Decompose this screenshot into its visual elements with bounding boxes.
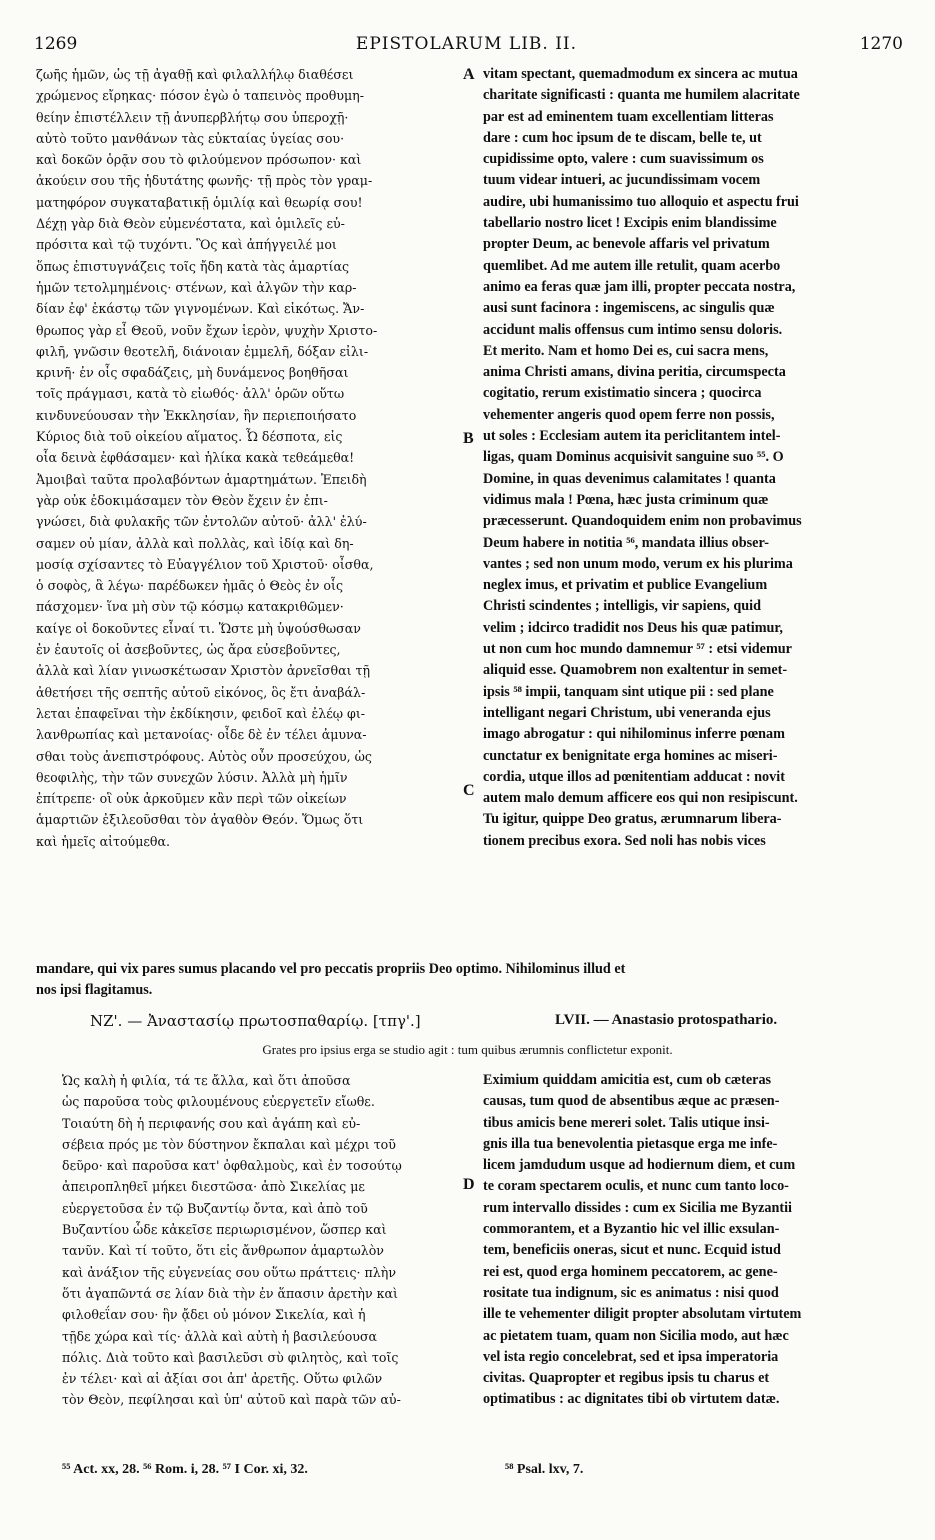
text-line: Domine, in quas devenimus calamitates ! quanta (483, 470, 776, 487)
text-line: ἐν ἑαυτοῖς οἱ ἀσεβοῦντες, ὡς ἄρα εὐσεβοῦντες, (36, 642, 341, 658)
text-line: rum intervallo dissides : cum ex Sicilia me Byzantii (483, 1199, 792, 1216)
text-line: τοῖς πράγμασι, κατὰ τὸ εἰωθός· ἀλλ' ὁρῶν οὕτω (36, 386, 345, 402)
text-line: par est ad eminentem tuam excellentiam litteras (483, 108, 774, 125)
page-header (28, 34, 905, 56)
text-line: animo ea feras quæ jam illi, propter peccata nostra, (483, 278, 796, 295)
footnotes-left: ⁵⁵ Act. xx, 28. ⁵⁶ Rom. i, 28. ⁵⁷ I Cor. xi, 32. (62, 1462, 308, 1477)
text-line: tabellario nostro licet ! Excipis enim blandissime (483, 215, 777, 232)
text-line: Ἀμοιβαὶ ταῦτα προλαβόντων ἁμαρτημάτων. Ἐπειδὴ (36, 471, 367, 487)
text-line: σαμεν οὐ μίαν, ἀλλὰ καὶ πολλὰς, καὶ ἰδίᾳ καὶ δη- (36, 535, 354, 551)
letter57-greek-title: ΝΖ'. — Ἀναστασίῳ πρωτοσπαθαρίῳ. [τπγ'.] (90, 1012, 421, 1030)
text-line: γνώσει, διὰ φυλακῆς τῶν ἐντολῶν αὐτοῦ· ἀλλ' ἐλύ- (36, 514, 367, 530)
text-line: vehementer angeris quod opem ferre non possis, (483, 406, 775, 423)
text-line: πόλις. Διὰ τοῦτο καὶ βασιλεῦσι σὺ φιλητὸς, καὶ τοῖς (62, 1349, 399, 1365)
text-line: ἀθετήσει τῆς σεπτῆς αὐτοῦ εἰκόνος, ὃς ἔτι ἀναβάλ- (36, 684, 366, 700)
text-line: Tu igitur, quippe Deo gratus, ærumnarum libera- (483, 811, 782, 828)
text-line: φιλῆ, γνῶσιν θεοτελῆ, διάνοιαν ἐμμελῆ, δόξαν εἰλι- (36, 343, 369, 359)
text-line: ἡμῶν τετολμημένοις· στένων, καὶ ἀλγῶν τὴν καρ- (36, 279, 357, 295)
text-line: Τοιαύτη δὴ ἡ περιφανής σου καὶ ἀγάπη καὶ εὐ- (62, 1115, 361, 1131)
text-line: vantes ; sed non unum modo, verum ex his plurima (483, 555, 793, 572)
text-line: Κύριος διὰ τοῦ οἰκείου αἵματος. Ὦ δέσποτα, εἰς (36, 429, 343, 445)
text-line: ille te vehementer diligit propter absolutam virtutem (483, 1306, 802, 1323)
letter57-latin-column (483, 1070, 908, 1411)
text-line: καίγε οἱ δοκοῦντες εἶναί τι. Ὥστε μὴ ὑψούσθωσαν (36, 620, 361, 636)
text-line: Christi scindentes ; intelligis, vir sapiens, quid (483, 598, 762, 615)
text-line: ἀλλὰ καὶ λίαν γινωσκέτωσαν Χριστὸν ἀρνεῖσθαι τῇ (36, 663, 371, 679)
text-line: ligas, quam Dominus acquisivit sanguine suo ⁵⁵. O (483, 449, 784, 466)
text-line: velim ; idcirco tradidit nos Deus his quæ patimur, (483, 619, 783, 636)
text-line: λανθρωπίας καὶ μετανοίας· οἶδε δὲ ἐν τέλει ἀμυνα- (36, 727, 367, 743)
text-line: quemlibet. Ad me autem ille retulit, quam acerbo (483, 257, 781, 274)
page-number-right: 1270 (859, 34, 903, 54)
text-line: τανῦν. Καὶ τί τοῦτο, ὅτι εἰς ἄνθρωπον ἁμαρτωλὸν (62, 1243, 384, 1259)
section-marker-b: B (463, 430, 474, 447)
text-line: καὶ ἀνάξιον τῆς εὐγενείας σου οὕτω πράττεις· πλὴν (62, 1264, 396, 1280)
text-line: tionem precibus exora. Sed noli has nobis vices (483, 832, 766, 849)
text-line: imago abrogatur : qui nihilominus inferre pœnam (483, 726, 785, 743)
text-line: charitate significasti : quanta me humilem alacritate (483, 87, 800, 104)
text-line: accidunt malis offensus cum intimo sensu doloris. (483, 321, 783, 338)
text-line: tuum videar intueri, ac jucundissimam vocem (483, 172, 761, 189)
text-line: εὐεργετοῦσα ἐν τῷ Βυζαντίῳ ὄντα, καὶ ἀπὸ τοῦ (62, 1200, 368, 1216)
text-line: cunctatur ex benignitate erga homines ac miseri- (483, 747, 778, 764)
text-line: commorantem, et a Byzantio hic vel illic exsulan- (483, 1221, 780, 1238)
text-line: θεοφιλὴς, τὴν τῶν συνεχῶν λύσιν. Ἀλλὰ μὴ ἡμῖν (36, 769, 348, 785)
text-line: autem malo demum afficere eos qui non resipiscunt. (483, 790, 798, 807)
text-line: propter Deum, ac benevole affaris vel privatum (483, 236, 770, 253)
text-line: δεῦρο· καὶ παροῦσα κατ' ὀφθαλμοὺς, καὶ ἐν τοσούτῳ (62, 1158, 402, 1174)
text-line: neglex imus, et privatim et publice Evangelium (483, 577, 768, 594)
running-title: EPISTOLARUM LIB. II. (355, 34, 578, 54)
text-line: λεται ἐπαφεῖναι τὴν ἐκδίκησιν, φειδοῖ καὶ ἐλέῳ φι- (36, 705, 366, 721)
text-line: οἷα δεινὰ ἐφθάσαμεν· καὶ ἡλίκα κακὰ τεθεάμεθα! (36, 450, 355, 466)
text-line: ἐν τέλει· καὶ αἱ ἀξίαι σοι ἀπ' ἀρετῆς. Οὕτω φιλῶν (62, 1371, 383, 1387)
text-line: cogitatio, rerum existimatio sincera ; quocirca (483, 385, 762, 402)
text-line: Deum habere in notitia ⁵⁶, mandata illius obser- (483, 534, 769, 551)
text-line: anima Christi amans, divina peritia, circumspecta (483, 364, 786, 381)
text-line: ἀπειροπληθεῖ μήκει διεστῶσα· ἀπὸ Σικελίας με (62, 1179, 365, 1195)
text-line: optimatibus : ac dignitates tibi ob virtutem datæ. (483, 1391, 780, 1408)
text-line: intelligant negari Christum, ubi veneranda ejus (483, 704, 771, 721)
footnotes-right: ⁵⁸ Psal. lxv, 7. (505, 1462, 584, 1477)
text-line: ut non cum hoc mundo damnemur ⁵⁷ : etsi videmur (483, 641, 792, 658)
text-line: τῇδε χώρα καὶ τίς· ἀλλὰ καὶ αὐτὴ ἡ βασιλεύουσα (62, 1328, 378, 1344)
text-line: γὰρ οὐκ ἐδοκιμάσαμεν τὸν Θεὸν ἔχειν ἐν ἐπι- (36, 492, 328, 508)
text-line: ζωῆς ἡμῶν, ὡς τῇ ἀγαθῇ καὶ φιλαλλήλῳ διαθέσει (36, 67, 354, 82)
text-line: cupidissime opto, valere : cum suavissimum os (483, 151, 764, 168)
letter57-latin-title: LVII. — Anastasio protospathario. (555, 1012, 778, 1028)
text-line: ipsis ⁵⁸ impii, tanquam sint utique pii : sed plane (483, 683, 774, 700)
section-marker-d: D (463, 1176, 475, 1193)
letter56-greek-column (36, 64, 460, 852)
letter57-greek-column (62, 1070, 460, 1411)
text-line: ματηφόρον συγκαταβατικῇ ὁμιλίᾳ καὶ θεωρίᾳ σου! (36, 194, 363, 210)
text-line: κινδυνεύουσαν τὴν Ἐκκλησίαν, ἣν περιεποιήσατο (36, 407, 357, 423)
text-line: δίαν ἐφ' ἑκάστῳ τῶν γιγνομένων. Καὶ εἰκότως. Ἄν- (36, 301, 365, 317)
text-line: πάσχομεν· ἵνα μὴ σὺν τῷ κόσμῳ κατακριθῶμεν· (36, 599, 344, 615)
text-line: licem jamdudum usque ad hodiernum diem, et cum (483, 1157, 796, 1174)
text-line: dare : cum hoc ipsum de te discam, belle te, ut (483, 129, 762, 146)
text-line: καὶ δοκῶν ὁρᾷν σου τὸ φιλούμενον πρόσωπον· καὶ (36, 152, 362, 168)
text-line: σθαι τοὺς ἀνεπιστρόφους. Αὐτὸς οὖν προσεύχου, ὡς (36, 748, 372, 764)
text-line: mandare, qui vix pares sumus placando vel pro peccatis propriis Deo optimo. Nihilominus illud et (36, 961, 626, 977)
page-number-left: 1269 (34, 34, 78, 54)
text-line: ac pietatem tuam, quam non Sicilia modo, aut hæc (483, 1327, 789, 1344)
text-line: Δέχῃ γὰρ διὰ Θεὸν εὐμενέστατα, καὶ ὁμιλεῖς εὐ- (36, 216, 345, 232)
text-line: ὡς παροῦσα τοὺς φιλουμένους εὐεργετεῖν εἴωθε. (62, 1094, 375, 1110)
text-line: Eximium quiddam amicitia est, cum ob cæteras (483, 1072, 772, 1088)
letter56-closing (36, 959, 908, 1002)
text-line: audire, ubi humanissimo tuo alloquio et aspectu frui (483, 193, 799, 210)
text-line: præcesserunt. Quandoquidem enim non probavimus (483, 513, 802, 530)
text-line: κρινῆ· ἐν οἷς σφαδάζεις, μὴ δυνάμενος βοηθῆσαι (36, 365, 349, 381)
text-line: πρόσιτα καὶ τῷ τυχόντι. Ὃς καὶ ἀπήγγειλέ μοι (36, 237, 337, 253)
section-marker-a: A (463, 66, 475, 83)
text-line: tibus amicis bene mereri solet. Talis utique insi- (483, 1114, 770, 1131)
text-line: αὐτὸ τοῦτο μανθάνων τὰς εὐκταίας ὑγείας σου· (36, 130, 345, 146)
text-line: civitas. Quapropter et regibus ipsis tu charus et (483, 1370, 770, 1387)
text-line: χρώμενος εἴρηκας· πόσον ἐγὼ ὁ ταπεινὸς προθυμη- (36, 88, 364, 104)
text-line: rositate tua indignum, sic es animatus : nisi quod (483, 1284, 779, 1301)
text-line: cordia, utque illos ad pœnitentiam adducat : novit (483, 768, 785, 785)
text-line: ὅπως ἐπιστυγνάζεις τοῖς ἤδη κατὰ τὰς ἁμαρτίας (36, 258, 350, 274)
text-line: Et merito. Nam et homo Dei es, cui sacra mens, (483, 342, 769, 359)
text-line: nos ipsi flagitamus. (36, 982, 153, 999)
text-line: ἐπίτρεπε· οἳ οὐκ ἀρκοῦμεν κἂν περὶ τῶν οἰκείων (36, 791, 347, 807)
text-line: vitam spectant, quemadmodum ex sincera ac mutua (483, 66, 798, 82)
text-line: ausi sunt facinora : ingemiscens, ac singulis quæ (483, 300, 775, 317)
text-line: ὅτι ἀγαπῶντά σε λίαν διὰ τὴν ἐν ἅπασιν ἀρετὴν καὶ (62, 1285, 398, 1301)
text-line: μοσίᾳ σχίσαντες τὸ Εὐαγγέλιον τοῦ Χριστοῦ· οἶσθα, (36, 556, 374, 572)
text-line: aliquid esse. Quamobrem non exaltentur in semet- (483, 662, 788, 679)
text-line: tem, beneficiis oneras, sicut et nunc. Ecquid istud (483, 1242, 781, 1259)
text-line: vidimus mala ! Pœna, hæc justa criminum quæ (483, 491, 769, 508)
text-line: ὁ σοφὸς, ἃ λέγω· παρέδωκεν ἡμᾶς ὁ Θεὸς ἐν οἷς (36, 578, 344, 594)
text-line: Ὡς καλὴ ἡ φιλία, τά τε ἄλλα, καὶ ὅτι ἀποῦσα (62, 1073, 351, 1088)
text-line: θείην ἐπιστέλλειν τῇ ἀνυπερβλήτῳ σου ὑπεροχῇ· (36, 109, 349, 125)
text-line: vel ista regio concelebrat, sed et ipsa imperatoria (483, 1348, 779, 1365)
text-line: te coram spectarem oculis, et nunc cum tanto loco- (483, 1178, 789, 1195)
text-line: ἁμαρτιῶν ἐξιλεοῦσθαι τὸν ἀγαθὸν Θεόν. Ὅμως ὅτι (36, 812, 364, 828)
text-line: ut soles : Ecclesiam autem ita periclitantem intel- (483, 428, 781, 445)
text-line: causas, tum quod de absentibus æque ac præsen- (483, 1093, 780, 1110)
letter56-latin-column (483, 64, 908, 852)
text-line: φιλοθεΐαν σου· ἣν ᾄδει οὐ μόνον Σικελία, καὶ ἡ (62, 1307, 366, 1323)
text-line: Βυζαντίου ὧδε κἀκεῖσε περιωρισμένον, ὥσπερ καὶ (62, 1222, 387, 1238)
section-marker-c: C (463, 782, 475, 799)
text-line: σέβεια πρός με τὸν δύστηνον ἔκπαλαι καὶ μέχρι τοῦ (62, 1136, 396, 1152)
text-line: rei est, quod erga hominem peccatorem, ac gene- (483, 1263, 778, 1280)
letter57-summary: Grates pro ipsius erga se studio agit : tum quibus ærumnis conflictetur exponit. (262, 1042, 673, 1057)
text-line: καὶ ἡμεῖς αἰτούμεθα. (36, 833, 171, 849)
text-line: ἀκούειν σου τῆς ἡδυτάτης φωνῆς· τῇ πρὸς τὸν γραμ- (36, 173, 373, 189)
text-line: gnis illa tua benevolentia pietasque erga me infe- (483, 1135, 778, 1152)
text-line: θρωπος γὰρ εἶ Θεοῦ, νοῦν ἔχων ἱερὸν, ψυχὴν Χριστο- (36, 322, 378, 338)
text-line: τὸν Θεὸν, πεφίλησαι καὶ ὑπ' αὐτοῦ καὶ παρὰ τῶν αὐ- (62, 1392, 401, 1408)
